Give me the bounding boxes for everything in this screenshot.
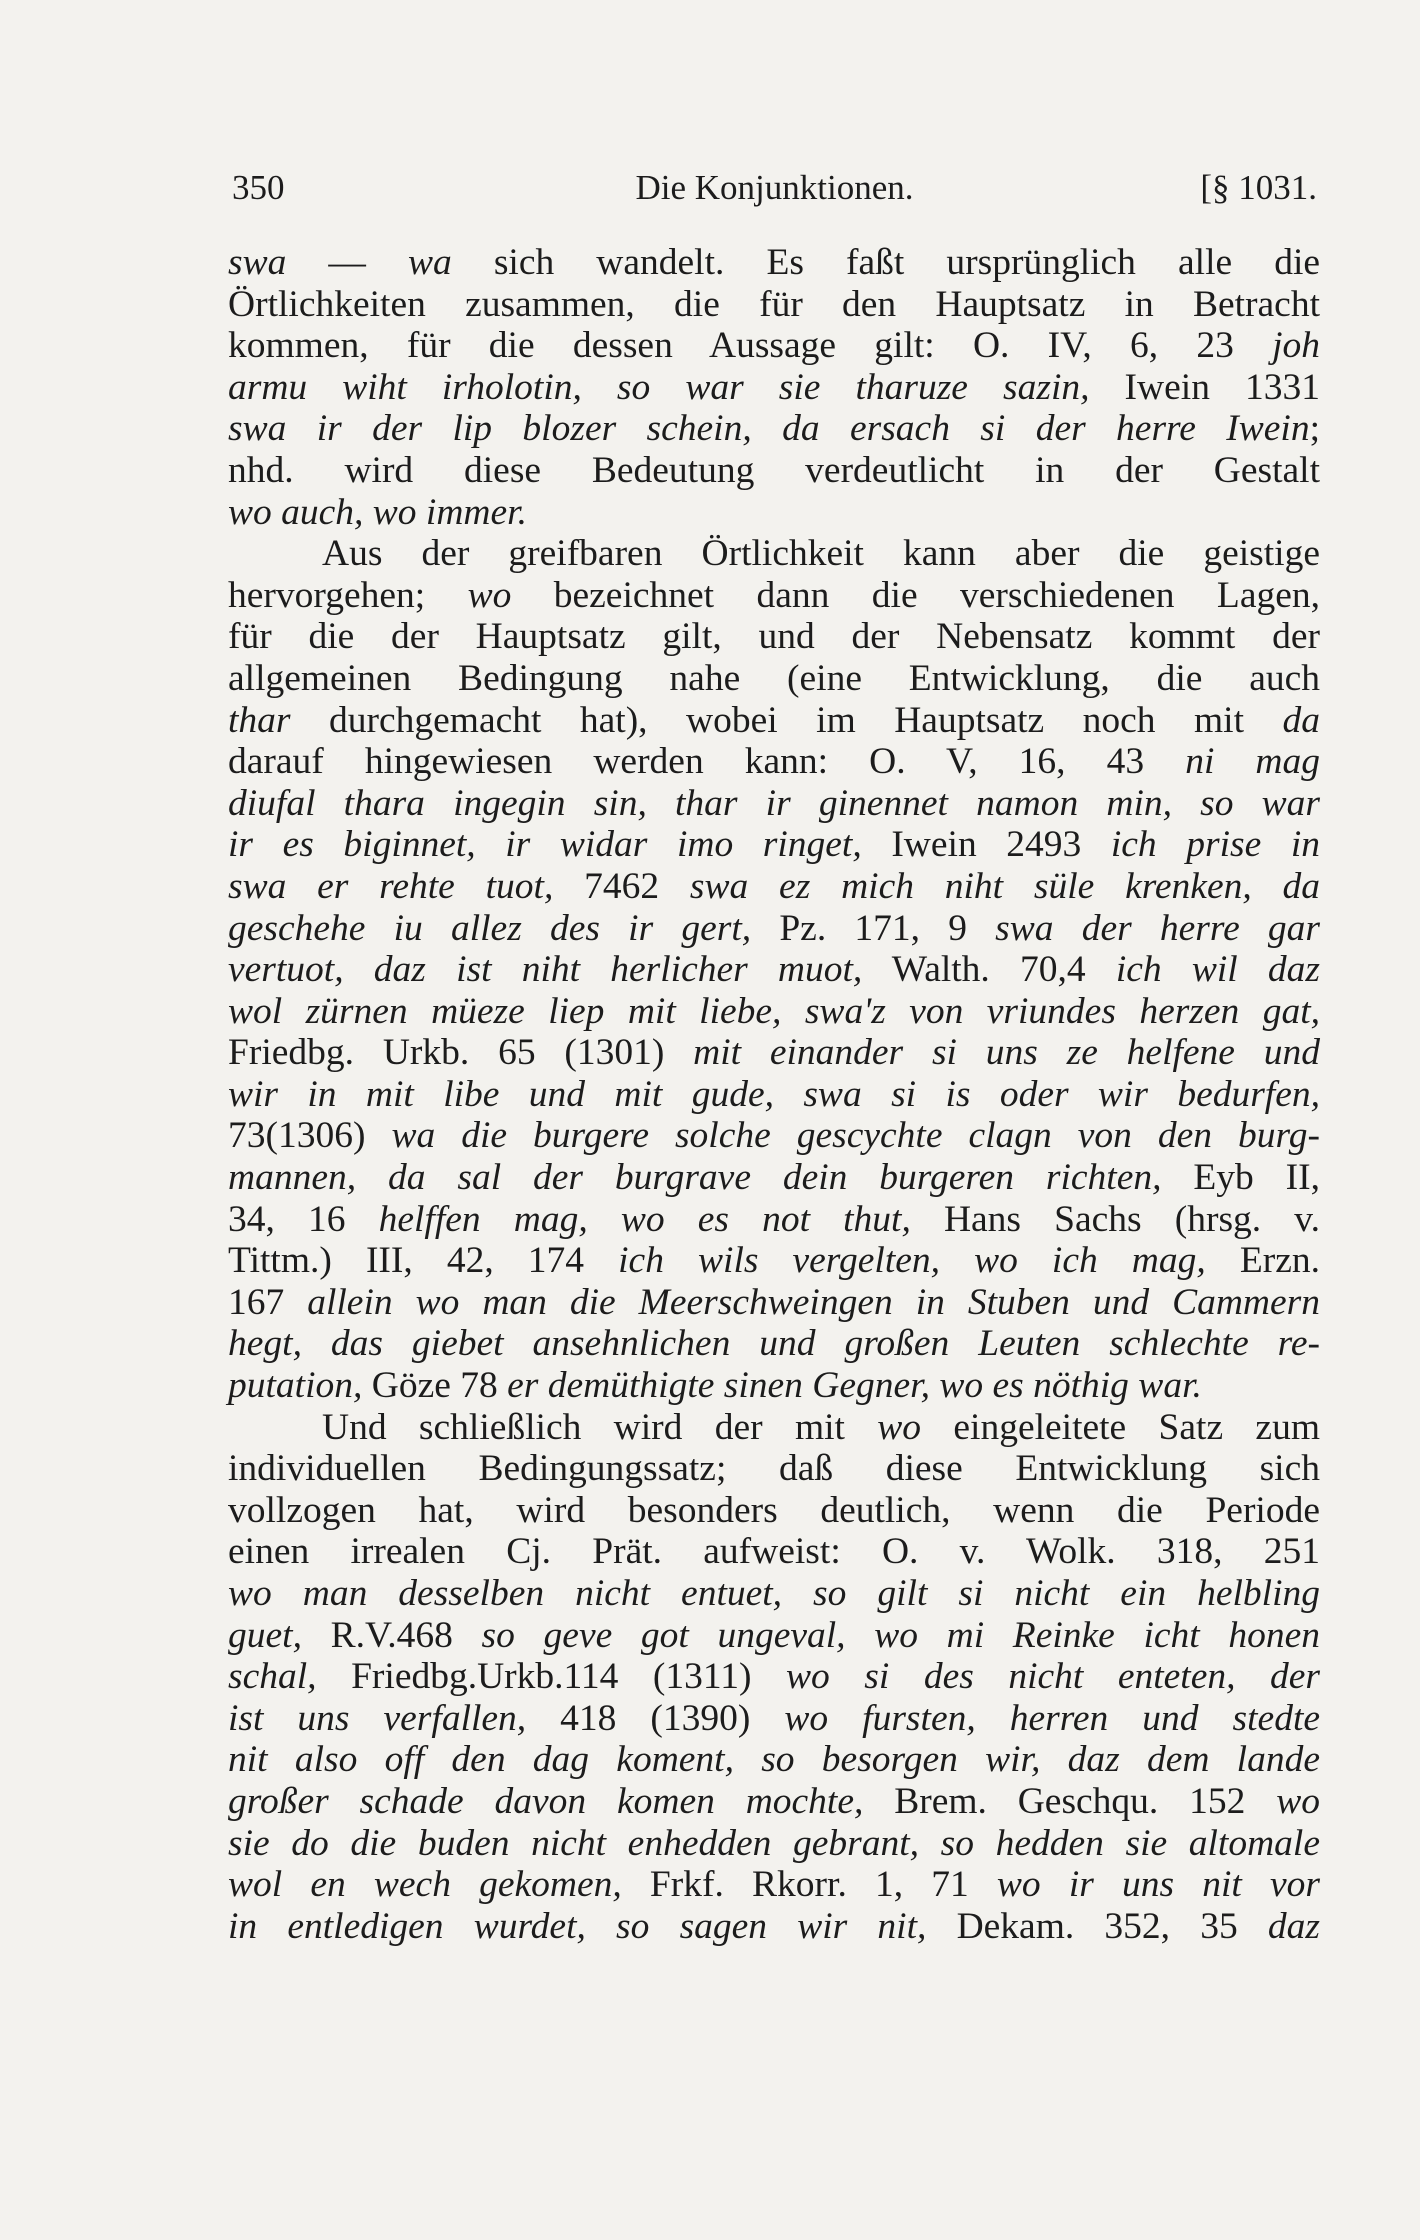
text-line [228, 492, 1320, 534]
text-line [228, 1032, 1320, 1074]
roman-text: 418 (1390) [526, 1697, 785, 1739]
roman-text: Erzn. [1205, 1240, 1320, 1282]
text-line [228, 1656, 1320, 1698]
text-line [228, 949, 1320, 991]
text-line [228, 1365, 1320, 1407]
italic-citation-text: ni mag [1185, 741, 1321, 783]
text-line [228, 1240, 1320, 1282]
italic-citation-text: diufal thara ingegin sin, thar ir ginennet namon min, so war [228, 782, 1320, 824]
italic-citation-text: wa [408, 242, 452, 283]
roman-text: individuellen Bedingungssatz; daß diese Entwicklung sich [228, 1448, 1320, 1490]
text-line [228, 1407, 1320, 1449]
roman-text: eingeleitete Satz zum [921, 1406, 1320, 1448]
italic-citation-text: da [1282, 699, 1320, 741]
roman-text: ; [1309, 408, 1320, 450]
italic-citation-text: wir in mit libe und mit gude, swa si is oder wir bedurfen, [228, 1073, 1320, 1115]
italic-citation-text: mit einander si uns ze helfene und [693, 1032, 1320, 1074]
text-line [228, 284, 1320, 326]
text-line [228, 1490, 1320, 1532]
roman-text: Göze 78 [362, 1365, 508, 1407]
italic-citation-text: großer schade davon komen mochte, [228, 1780, 864, 1822]
italic-citation-text: putation, [228, 1365, 363, 1407]
text-line [228, 533, 1320, 575]
italic-citation-text: in entledigen wurdet, so sagen wir nit, [228, 1905, 927, 1947]
text-line [228, 1074, 1320, 1116]
italic-citation-text: ich prise in [1110, 824, 1320, 866]
italic-citation-text: daz [1267, 1905, 1321, 1947]
roman-text: — [286, 242, 408, 283]
italic-citation-text: ich wil daz [1115, 949, 1320, 991]
italic-citation-text: vertuot, daz ist niht herlicher muot, [228, 949, 863, 991]
roman-text: Walth. 70,4 [862, 949, 1116, 991]
italic-citation-text: thar [228, 699, 291, 741]
text-line [228, 408, 1320, 450]
page-header [232, 168, 1317, 214]
italic-citation-text: wo [1276, 1780, 1321, 1822]
roman-text: für die der Hauptsatz gilt, und der Nebensatz kommt der [228, 616, 1320, 658]
italic-citation-text: swa ez mich niht süle krenken, da [689, 865, 1321, 907]
italic-citation-text: swa der herre gar [995, 907, 1320, 949]
roman-text: Frkf. Rkorr. 1, 71 [621, 1864, 997, 1906]
italic-citation-text: ich wils vergelten, wo ich mag, [618, 1240, 1206, 1282]
text-line [228, 367, 1320, 409]
roman-text: R.V.468 [301, 1614, 482, 1656]
roman-text: Eyb II, [1161, 1157, 1320, 1199]
italic-citation-text: hegt, das giebet ansehnlichen und großen Leuten schlechte re- [228, 1323, 1320, 1365]
roman-text: Brem. Geschqu. 152 [863, 1780, 1277, 1822]
roman-text: kommen, für die dessen Aussage gilt: O. IV, 6, 23 [228, 325, 1273, 367]
roman-text: allgemeinen Bedingung nahe (eine Entwicklung, die auch [228, 657, 1320, 699]
italic-citation-text: schal, [228, 1656, 317, 1698]
text-line [228, 242, 1320, 284]
italic-citation-text: er demüthigte sinen Gegner, wo es nöthig war. [507, 1365, 1202, 1407]
italic-citation-text: wo man desselben nicht entuet, so gilt si nicht ein helbling [228, 1573, 1320, 1614]
roman-text: 7462 [553, 865, 690, 907]
roman-text: einen irrealen Cj. Prät. aufweist: O. v. Wolk. 318, 251 [228, 1531, 1320, 1573]
italic-citation-text: armu wiht irholotin, so war sie tharuze sazin, [228, 366, 1090, 408]
roman-text: Hans Sachs (hrsg. v. [910, 1198, 1320, 1240]
italic-citation-text: swa [228, 242, 287, 283]
text-line [228, 991, 1320, 1033]
roman-text: Dekam. 352, 35 [926, 1905, 1268, 1947]
roman-text: Und schließlich wird der mit [322, 1406, 878, 1448]
text-line [228, 1864, 1320, 1906]
italic-citation-text: swa er rehte tuot, [228, 865, 554, 907]
text-line [228, 741, 1320, 783]
italic-citation-text: wo ir uns nit vor [996, 1864, 1321, 1906]
roman-text: Friedbg. Urkb. 65 (1301) [228, 1032, 694, 1074]
text-line [228, 1199, 1320, 1241]
italic-citation-text: so geve got ungeval, wo mi Reinke icht honen [481, 1614, 1320, 1656]
text-line [228, 1115, 1320, 1157]
roman-text: 73(1306) [228, 1115, 392, 1157]
roman-text: Tittm.) III, 42, 174 [228, 1240, 619, 1282]
italic-citation-text: wo [877, 1406, 922, 1448]
text-line [228, 1323, 1320, 1365]
text-line [228, 1906, 1320, 1948]
text-line [228, 575, 1320, 617]
roman-text: sich wandelt. Es faßt ursprünglich alle die [451, 242, 1321, 283]
italic-citation-text: allein wo man die Meerschweingen in Stuben und Cammern [307, 1281, 1320, 1323]
text-line [228, 1781, 1320, 1823]
section-reference: [§ 1031. [1200, 168, 1317, 207]
italic-citation-text: nit also off den dag koment, so besorgen wir, daz dem lande [228, 1739, 1320, 1781]
italic-citation-text: geschehe iu allez des ir gert, [228, 907, 752, 949]
roman-text: Pz. 171, 9 [751, 907, 996, 949]
italic-citation-text: guet, [228, 1614, 302, 1656]
roman-text: nhd. wird diese Bedeutung verdeutlicht in der Gestalt [228, 449, 1320, 491]
italic-citation-text: ir es biginnet, ir widar imo ringet, [228, 824, 862, 866]
italic-citation-text: wol en wech gekomen, [228, 1864, 622, 1906]
text-line [228, 1157, 1320, 1199]
roman-text: Aus der greifbaren Örtlichkeit kann aber die geistige [322, 533, 1320, 575]
italic-citation-text: wa die burgere solche gescychte clagn von den burg- [391, 1115, 1320, 1157]
text-line [228, 866, 1320, 908]
roman-text: Friedbg.Urkb.114 (1311) [316, 1656, 787, 1698]
text-line [228, 1615, 1320, 1657]
roman-text: hervorgehen; [228, 574, 468, 616]
roman-text: Iwein 1331 [1089, 366, 1321, 408]
italic-citation-text: joh [1272, 325, 1320, 367]
italic-citation-text: ist uns verfallen, [228, 1697, 527, 1739]
italic-citation-text: wo fursten, herren und stedte [784, 1697, 1321, 1739]
text-line [228, 824, 1320, 866]
italic-citation-text: wo auch, wo immer. [228, 491, 527, 533]
text-line [228, 1448, 1320, 1490]
text-line [228, 1698, 1320, 1740]
text-line [228, 616, 1320, 658]
roman-text: durchgemacht hat), wobei im Hauptsatz noch mit [290, 699, 1283, 741]
italic-citation-text: helffen mag, wo es not thut, [378, 1198, 911, 1240]
text-line [228, 700, 1320, 742]
roman-text: vollzogen hat, wird besonders deutlich, wenn die Periode [228, 1489, 1320, 1531]
body-text [228, 242, 1320, 1947]
text-line [228, 1739, 1320, 1781]
text-line [228, 658, 1320, 700]
italic-citation-text: sie do die buden nicht enhedden gebrant, so hedden sie altomale [228, 1822, 1320, 1864]
italic-citation-text: swa ir der lip blozer schein, da ersach si der herre Iwein [228, 408, 1310, 450]
text-line [228, 1282, 1320, 1324]
running-title: Die Konjunktionen. [635, 168, 914, 207]
italic-citation-text: wo si des nicht enteten, der [786, 1656, 1320, 1698]
text-line [228, 450, 1320, 492]
roman-text: bezeichnet dann die verschiedenen Lagen, [511, 574, 1320, 616]
text-line [228, 783, 1320, 825]
roman-text: 167 [228, 1281, 308, 1323]
italic-citation-text: wo [467, 574, 512, 616]
roman-text: darauf hingewiesen werden kann: O. V, 16, 43 [228, 741, 1186, 783]
text-line [228, 1823, 1320, 1865]
text-line [228, 325, 1320, 367]
roman-text: Örtlichkeiten zusammen, die für den Hauptsatz in Betracht [228, 283, 1320, 325]
italic-citation-text: wol zürnen müeze liep mit liebe, swa'z von vriundes herzen gat, [228, 990, 1320, 1032]
text-line [228, 1573, 1320, 1615]
roman-text: 34, 16 [228, 1198, 379, 1240]
roman-text: Iwein 2493 [861, 824, 1111, 866]
italic-citation-text: mannen, da sal der burgrave dein burgeren richten, [228, 1157, 1162, 1199]
page-number: 350 [232, 168, 285, 207]
text-line [228, 908, 1320, 950]
text-line [228, 1531, 1320, 1573]
